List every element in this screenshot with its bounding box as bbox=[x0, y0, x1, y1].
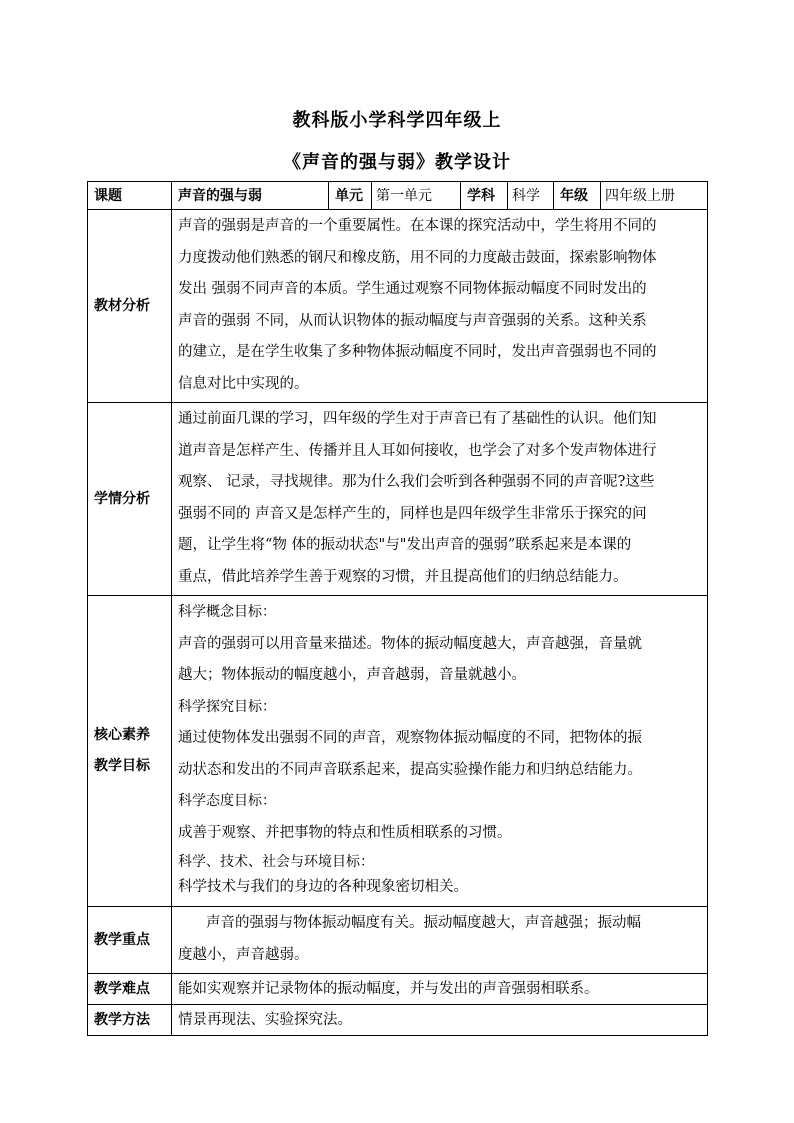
doc-title-line2: 《声音的强与弱》教学设计 bbox=[283, 152, 511, 173]
subject-label: 学科 bbox=[461, 182, 508, 210]
core-goals-label-line2: 教学目标 bbox=[94, 758, 150, 774]
key-points-line: 度越小，声音越弱。 bbox=[178, 946, 309, 963]
goal-line: 声音的强弱可以用音量来描述。物体的振动幅度越大，声音越强，音量就 bbox=[178, 635, 642, 652]
material-analysis-line: 力度拨动他们熟悉的钢尺和橡皮筋，用不同的力度敲击鼓面，探索影响物体 bbox=[178, 249, 657, 266]
goal-line: 动状态和发出的不同声音联系起来，提高实验操作能力和归纳总结能力。 bbox=[178, 761, 642, 778]
goal-heading: 科学概念目标： bbox=[178, 604, 276, 620]
student-analysis-row bbox=[88, 403, 708, 596]
student-analysis-line: 通过前面几课的学习，四年级的学生对于声音已有了基础性的认识。他们知 bbox=[178, 411, 657, 427]
topic-value: 声音的强与弱 bbox=[172, 182, 329, 210]
student-analysis-line: 重点，借此培养学生善于观察的习惯，并且提高他们的归纳总结能力。 bbox=[178, 568, 628, 585]
material-analysis-line: 的建立，是在学生收集了多种物体振动幅度不同时，发出声音强弱也不同的 bbox=[178, 344, 657, 360]
difficulties-row bbox=[88, 974, 708, 1005]
student-analysis-line: 题，让学生将“物 体的振动状态"与"发出声音的强弱”联系起来是本课的 bbox=[178, 537, 632, 553]
unit-value: 第一单元 bbox=[372, 182, 461, 210]
goal-heading: 科学探究目标： bbox=[178, 698, 276, 715]
student-analysis-label: 学情分析 bbox=[88, 403, 172, 596]
student-analysis-content bbox=[172, 403, 708, 596]
subject-value: 科学 bbox=[508, 182, 554, 210]
material-analysis-line: 发出 强弱不同声音的本质。学生通过观察不同物体振动幅度不同时发出的 bbox=[178, 281, 647, 297]
goal-line: 成善于观察、并把事物的特点和性质相联系的习惯。 bbox=[178, 824, 512, 841]
key-points-row bbox=[88, 907, 708, 974]
header-row bbox=[88, 182, 708, 210]
material-analysis-line: 信息对比中实现的。 bbox=[178, 375, 309, 392]
key-points-label: 教学重点 bbox=[88, 907, 172, 974]
student-analysis-line: 道声音是怎样产生、传播并且人耳如何接收，也学会了对多个发声物体进行 bbox=[178, 442, 657, 459]
topic-label: 课题 bbox=[88, 182, 172, 210]
doc-title-line1: 教科版小学科学四年级上 bbox=[292, 110, 502, 131]
material-analysis-label: 教材分析 bbox=[88, 210, 172, 403]
material-analysis-row bbox=[88, 210, 708, 403]
goal-heading: 科学、技术、社会与环境目标： bbox=[178, 854, 374, 870]
methods-label: 教学方法 bbox=[88, 1005, 172, 1036]
key-points-line: 声音的强弱与物体振动幅度有关。振动幅度越大，声音越强；振动幅 bbox=[206, 915, 641, 931]
goal-line: 通过使物体发出强弱不同的声音，观察物体振动幅度的不同，把物体的振 bbox=[178, 730, 642, 746]
grade-value: 四年级上册 bbox=[601, 182, 708, 210]
difficulties-content: 能如实观察并记录物体的振动幅度，并与发出的声音强弱相联系。 bbox=[172, 974, 708, 1005]
student-analysis-line: 强弱不同的 声音又是怎样产生的，同样也是四年级学生非常乐于探究的问 bbox=[178, 505, 647, 522]
goal-line: 越大；物体振动的幅度越小，声音越弱，音量就越小。 bbox=[178, 667, 526, 683]
lesson-plan-table bbox=[87, 181, 708, 1036]
material-analysis-line: 声音的强弱 不同，从而认识物体的振动幅度与声音强弱的关系。这种关系 bbox=[178, 312, 647, 329]
material-analysis-content bbox=[172, 210, 708, 403]
methods-content: 情景再现法、实验探究法。 bbox=[172, 1005, 708, 1036]
core-goals-label bbox=[88, 596, 172, 907]
core-goals-row bbox=[88, 596, 708, 907]
methods-row bbox=[88, 1005, 708, 1036]
goal-heading: 科学态度目标： bbox=[178, 793, 276, 809]
student-analysis-line: 观察、 记录，寻找规律。那为什么我们会听到各种强弱不同的声音呢?这些 bbox=[178, 474, 655, 490]
key-points-content bbox=[172, 907, 708, 974]
core-goals-content bbox=[172, 596, 708, 907]
goal-line: 科学技术与我们的身边的各种现象密切相关。 bbox=[178, 879, 468, 895]
difficulties-label: 教学难点 bbox=[88, 974, 172, 1005]
material-analysis-line: 声音的强弱是声音的一个重要属性。在本课的探究活动中，学生将用不同的 bbox=[178, 218, 657, 234]
unit-label: 单元 bbox=[329, 182, 372, 210]
grade-label: 年级 bbox=[554, 182, 601, 210]
core-goals-label-line1: 核心素养 bbox=[94, 727, 150, 743]
